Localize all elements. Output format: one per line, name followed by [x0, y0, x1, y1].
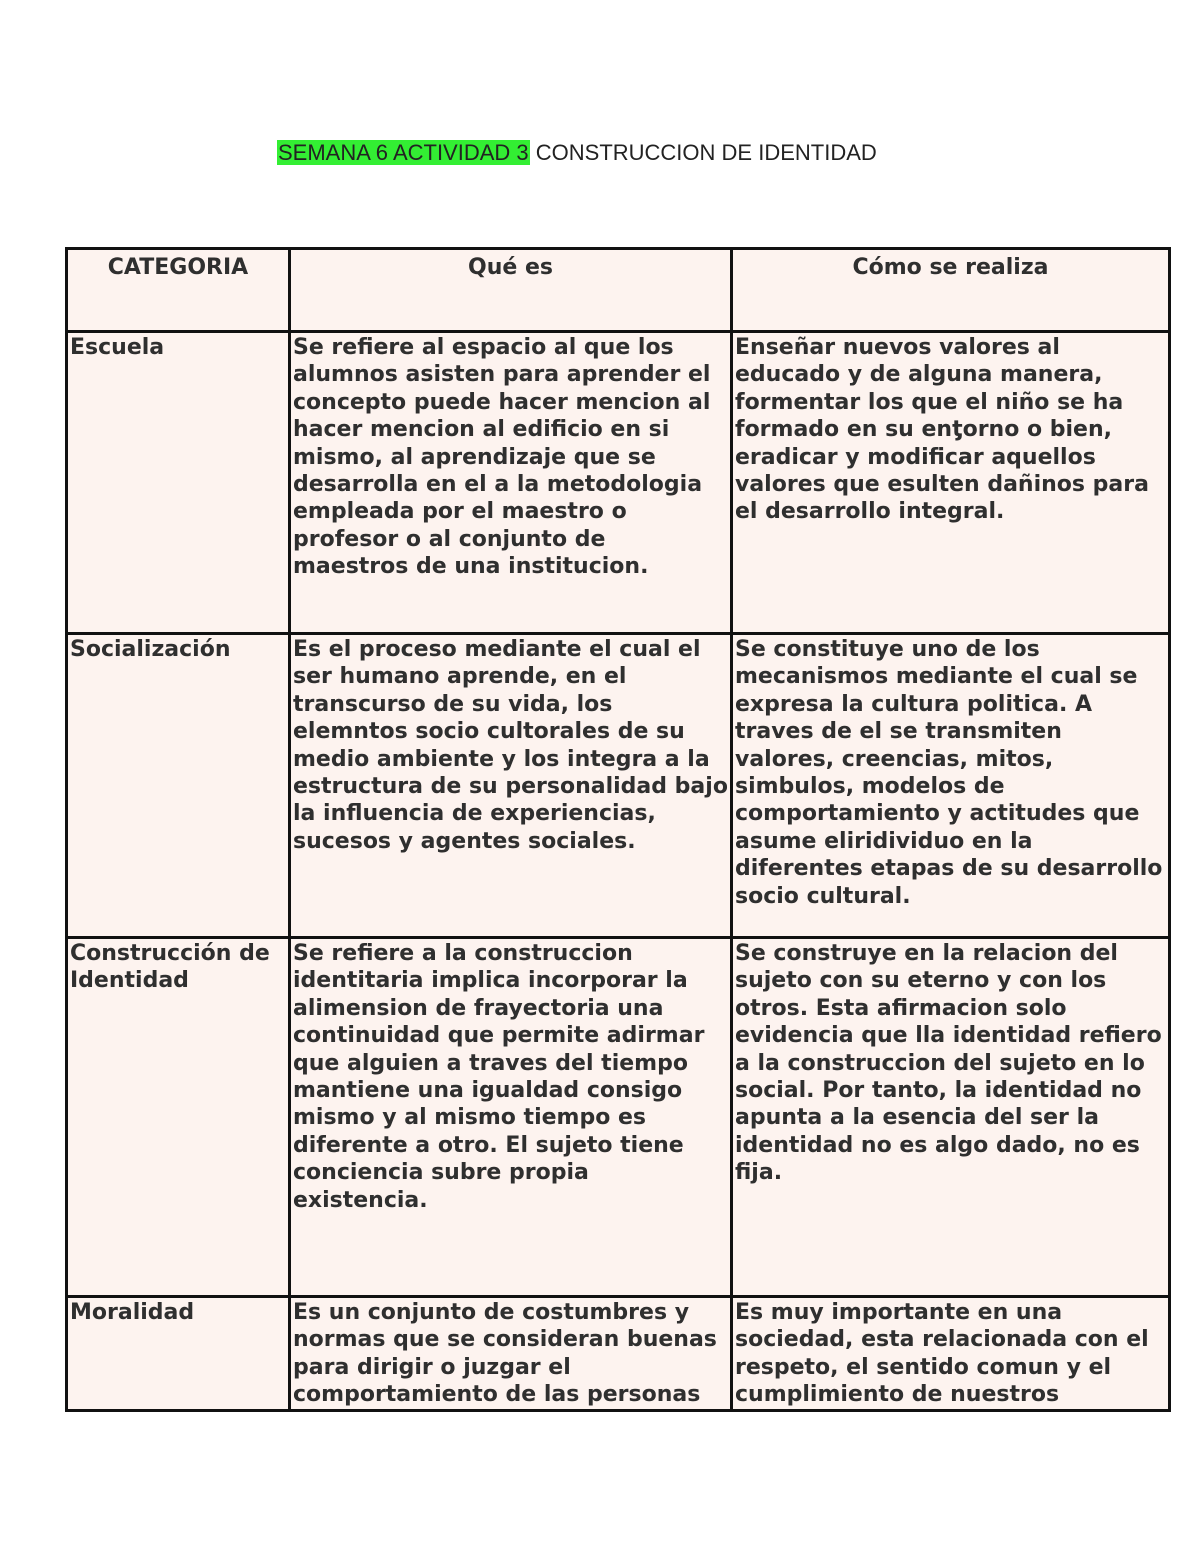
category-table — [65, 247, 1171, 1412]
como-cell: Se construye en la relacion del sujeto con su eterno y con los otros. Esta afirmacion solo evidencia que lla identidad refiero a la construccion del sujeto en lo social. Por tanto, la identidad no apunta a la esencia del ser la identidad no es algo dado, no es fija. — [732, 938, 1170, 1297]
title-rest: CONSTRUCCION DE IDENTIDAD — [529, 140, 877, 165]
category-cell: Moralidad — [67, 1297, 290, 1411]
table-row — [67, 634, 1170, 938]
como-cell: Es muy importante en una sociedad, esta relacionada con el respeto, el sentido comun y el cumplimiento de nuestros — [732, 1297, 1170, 1411]
que-es-cell: Es un conjunto de costumbres y normas que se consideran buenas para dirigir o juzgar el comportamiento de las personas — [290, 1297, 732, 1411]
header-como-se-realiza: Cómo se realiza — [732, 249, 1170, 332]
como-cell: Se constituye uno de los mecanismos mediante el cual se expresa la cultura politica. A traves de el se transmiten valores, creencias, mitos, simbulos, modelos de comportamiento y actitudes que asume eliridividuo en la diferentes etapas de su desarrollo socio cultural. — [732, 634, 1170, 938]
document-title — [277, 138, 877, 168]
que-es-cell: Se refiere al espacio al que los alumnos asisten para aprender el concepto puede hacer mencion al hacer mencion al edificio en si mismo, al aprendizaje que se desarrolla en el a la metodologia empleada por el maestro o profesor o al conjunto de maestros de una institucion. — [290, 332, 732, 634]
title-highlighted: SEMANA 6 ACTIVIDAD 3 — [278, 140, 529, 165]
category-cell: Escuela — [67, 332, 290, 634]
que-es-cell: Es el proceso mediante el cual el ser humano aprende, en el transcurso de su vida, los elemntos socio cultorales de su medio ambiente y los integra a la estructura de su personalidad bajo la influencia de experiencias, sucesos y agentes sociales. — [290, 634, 732, 938]
table-row — [67, 938, 1170, 1297]
table-row — [67, 332, 1170, 634]
table-header-row — [67, 249, 1170, 332]
category-cell: Construcción de Identidad — [67, 938, 290, 1297]
que-es-cell: Se refiere a la construccion identitaria implica incorporar la alimension de frayectoria una continuidad que permite adirmar que alguien a traves del tiempo mantiene una igualdad consigo mismo y al mismo tiempo es diferente a otro. El sujeto tiene conciencia subre propia existencia. — [290, 938, 732, 1297]
como-cell: Enseñar nuevos valores al educado y de alguna manera, formentar los que el niño se ha formado en su enƫorno o bien, eradicar y modificar aquellos valores que esulten dañinos para el desarrollo integral. — [732, 332, 1170, 634]
category-cell: Socialización — [67, 634, 290, 938]
table-row — [67, 1297, 1170, 1411]
header-que-es: Qué es — [290, 249, 732, 332]
header-categoria: CATEGORIA — [67, 249, 290, 332]
